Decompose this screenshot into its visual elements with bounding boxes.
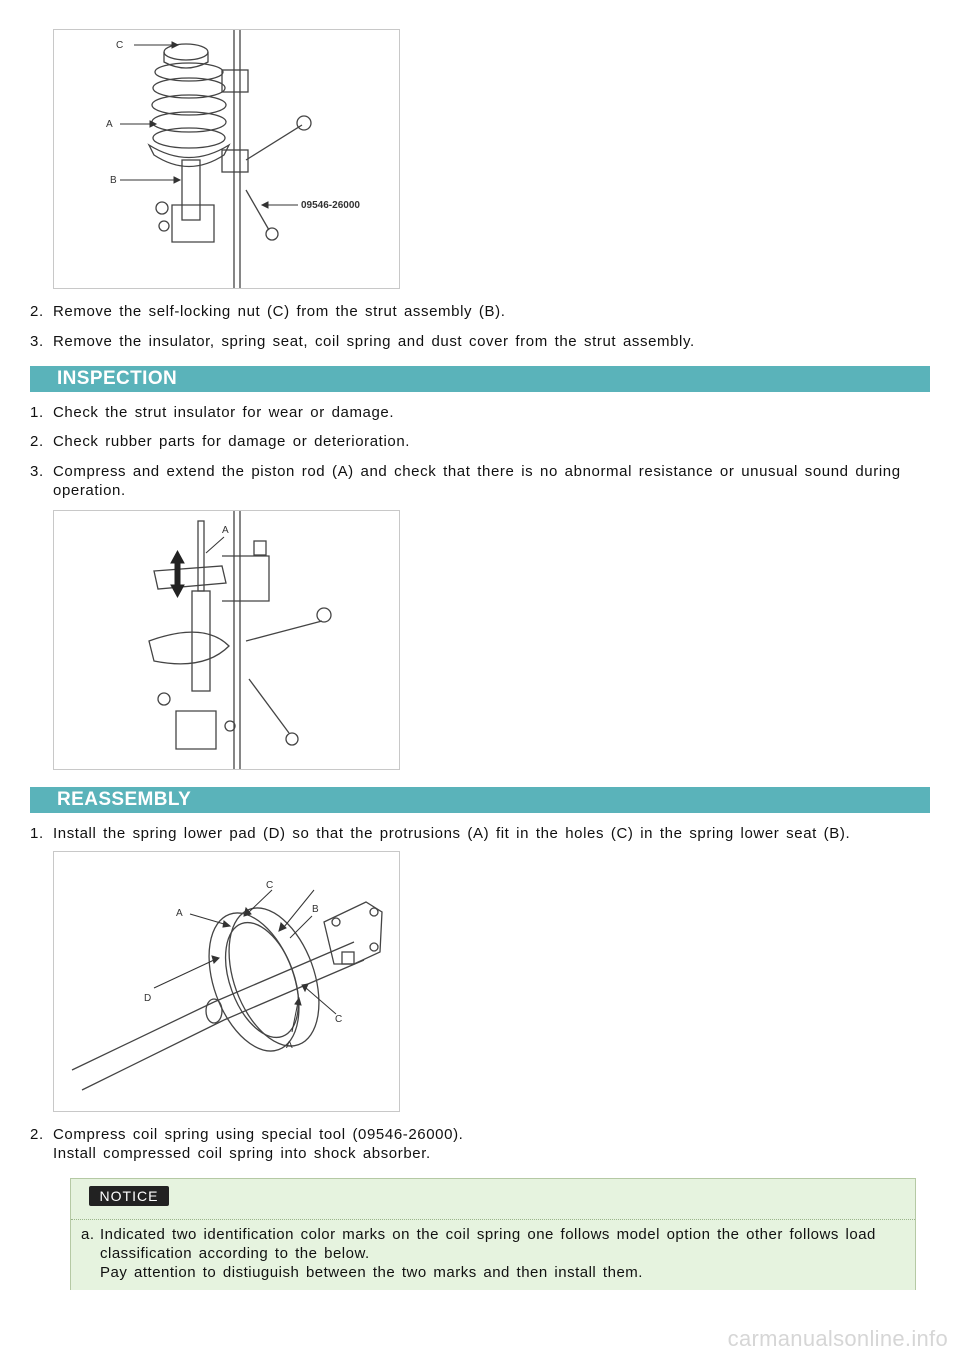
notice-item-number: a.	[81, 1226, 95, 1243]
step-text-line-2: Install compressed coil spring into shock absorber.	[53, 1145, 431, 1162]
watermark: carmanualsonline.info	[727, 1326, 948, 1351]
step-text-block	[53, 1125, 920, 1163]
figure-spring-lower-pad	[53, 851, 400, 1112]
step-text: Install the spring lower pad (D) so that the protrusions (A) fit in the holes (C) in the spring lower seat (B).	[53, 825, 851, 842]
notice-box	[70, 1178, 916, 1290]
label-a: A	[106, 119, 113, 130]
notice-divider	[71, 1219, 915, 1220]
section-header-inspection: INSPECTION	[30, 366, 930, 392]
step-text: Remove the self-locking nut (C) from the strut assembly (B).	[53, 303, 506, 320]
piston-rod-illustration	[54, 511, 399, 769]
step-number: 2.	[30, 1126, 44, 1143]
step-number: 3.	[30, 333, 44, 350]
step-number: 2.	[30, 303, 44, 320]
label-b: B	[312, 904, 319, 915]
figure-strut-spring-compressor	[53, 29, 400, 289]
label-b: B	[110, 175, 117, 186]
strut-compressor-illustration	[54, 30, 399, 288]
figure-piston-rod-check	[53, 510, 400, 770]
label-d: D	[144, 993, 152, 1004]
step-text: Remove the insulator, spring seat, coil spring and dust cover from the strut assembly.	[53, 333, 695, 350]
step-number: 1.	[30, 825, 44, 842]
reassembly-step-2	[30, 1125, 920, 1163]
notice-line-2: Pay attention to distiuguish between the two marks and then install them.	[100, 1264, 643, 1281]
step-text: Check rubber parts for damage or deterioration.	[53, 433, 411, 450]
step-number: 3.	[30, 463, 44, 480]
notice-line-1: Indicated two identification color marks on the coil spring one follows model option the other follows load classification according to the below.	[100, 1226, 876, 1262]
notice-badge: NOTICE	[89, 1186, 169, 1206]
label-c: C	[116, 40, 124, 51]
label-a: A	[222, 525, 229, 536]
label-a-bottom: A	[286, 1040, 293, 1051]
spring-lower-pad-illustration	[54, 852, 399, 1111]
label-tool-number: 09546-26000	[301, 200, 360, 211]
label-c-top: C	[266, 880, 274, 891]
step-text-line-1: Compress coil spring using special tool (09546-26000).	[53, 1126, 464, 1143]
step-number: 1.	[30, 404, 44, 421]
step-number: 2.	[30, 433, 44, 450]
notice-item-text	[100, 1225, 901, 1282]
label-a-top: A	[176, 908, 183, 919]
section-header-reassembly: REASSEMBLY	[30, 787, 930, 813]
step-text: Compress and extend the piston rod (A) and check that there is no abnormal resistance or unusual sound during operation.	[53, 463, 901, 499]
step-text: Check the strut insulator for wear or damage.	[53, 404, 395, 421]
label-c-bottom: C	[335, 1014, 343, 1025]
